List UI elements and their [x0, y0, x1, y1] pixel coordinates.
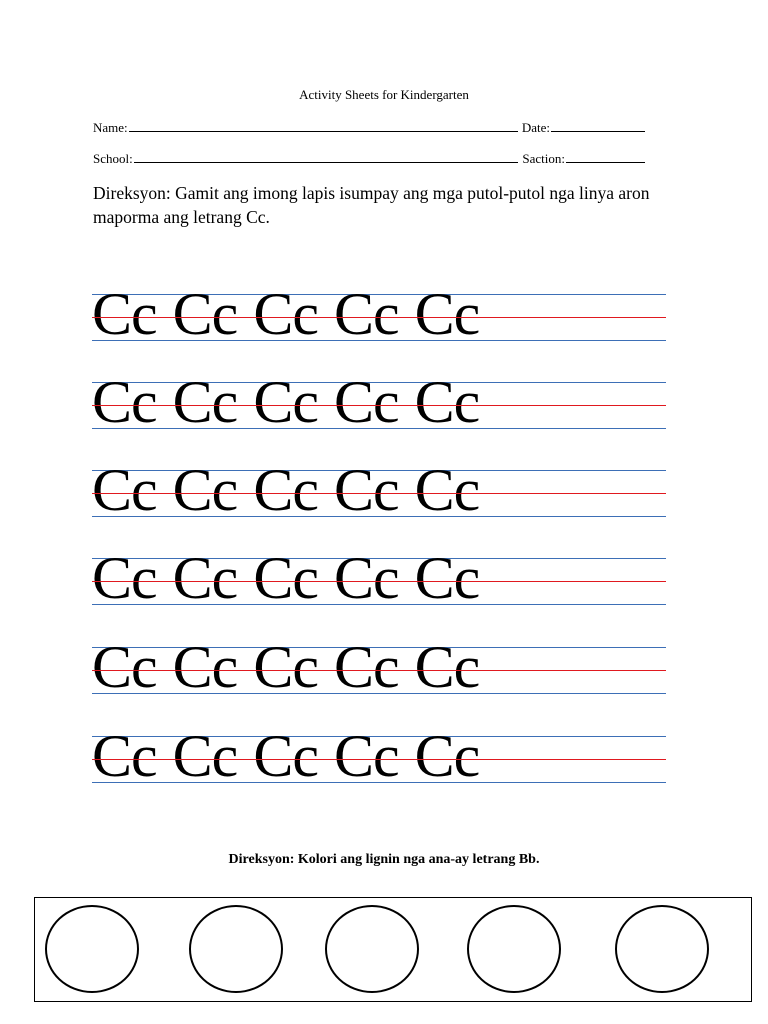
school-field[interactable]	[134, 151, 519, 163]
name-label: Name:	[93, 120, 128, 135]
trace-letter-pair[interactable]: Cc	[333, 457, 399, 523]
letter-group	[92, 634, 495, 700]
school-label: School:	[93, 151, 133, 166]
date-field[interactable]	[551, 120, 645, 132]
date-label: Date:	[521, 120, 550, 135]
coloring-circle[interactable]	[325, 905, 419, 993]
trace-letter-pair[interactable]: Cc	[172, 281, 238, 347]
trace-letter-pair[interactable]: Cc	[172, 369, 238, 435]
practice-row	[92, 369, 666, 435]
trace-letter-pair[interactable]: Cc	[414, 634, 480, 700]
trace-letter-pair[interactable]: Cc	[92, 723, 157, 789]
practice-row	[92, 457, 666, 523]
trace-letter-pair[interactable]: Cc	[253, 723, 318, 789]
school-section-row	[93, 151, 645, 167]
direction-tracing: Direksyon: Gamit ang imong lapis isumpay ang mga putol-putol nga linya aron maporma ang letrang Cc.	[93, 183, 650, 227]
trace-letter-pair[interactable]: Cc	[414, 457, 480, 523]
name-date-row	[93, 120, 645, 136]
trace-letter-pair[interactable]: Cc	[333, 281, 399, 347]
guide-mid-line	[92, 405, 666, 406]
direction-coloring: Direksyon: Kolori ang lignin nga ana-ay letrang Bb.	[228, 852, 540, 867]
trace-letter-pair[interactable]: Cc	[333, 369, 399, 435]
trace-letter-pair[interactable]: Cc	[333, 634, 399, 700]
trace-letter-pair[interactable]: Cc	[172, 723, 238, 789]
trace-letter-pair[interactable]: Cc	[253, 545, 318, 611]
trace-letter-pair[interactable]: Cc	[92, 281, 157, 347]
trace-letter-pair[interactable]: Cc	[253, 634, 318, 700]
guide-mid-line	[92, 317, 666, 318]
section-field[interactable]	[566, 151, 645, 163]
page-title: Activity Sheets for Kindergarten	[299, 87, 469, 102]
guide-mid-line	[92, 581, 666, 582]
trace-letter-pair[interactable]: Cc	[92, 545, 157, 611]
trace-letter-pair[interactable]: Cc	[333, 723, 399, 789]
letter-group	[92, 369, 495, 435]
letter-group	[92, 545, 495, 611]
trace-letter-pair[interactable]: Cc	[414, 369, 480, 435]
letter-group	[92, 281, 495, 347]
practice-row	[92, 281, 666, 347]
letter-group	[92, 457, 495, 523]
trace-letter-pair[interactable]: Cc	[172, 457, 238, 523]
guide-mid-line	[92, 670, 666, 671]
coloring-box	[34, 897, 752, 1002]
coloring-circle[interactable]	[45, 905, 139, 993]
trace-letter-pair[interactable]: Cc	[92, 369, 157, 435]
guide-mid-line	[92, 493, 666, 494]
coloring-circle[interactable]	[467, 905, 561, 993]
trace-letter-pair[interactable]: Cc	[92, 634, 157, 700]
trace-letter-pair[interactable]: Cc	[333, 545, 399, 611]
practice-row	[92, 634, 666, 700]
section-label: Saction:	[522, 151, 565, 166]
trace-letter-pair[interactable]: Cc	[172, 634, 238, 700]
trace-letter-pair[interactable]: Cc	[253, 369, 318, 435]
trace-letter-pair[interactable]: Cc	[414, 723, 480, 789]
trace-letter-pair[interactable]: Cc	[414, 545, 480, 611]
coloring-circle[interactable]	[615, 905, 709, 993]
trace-letter-pair[interactable]: Cc	[172, 545, 238, 611]
guide-mid-line	[92, 759, 666, 760]
practice-row	[92, 723, 666, 789]
trace-letter-pair[interactable]: Cc	[253, 281, 318, 347]
coloring-circle[interactable]	[189, 905, 283, 993]
trace-letter-pair[interactable]: Cc	[92, 457, 157, 523]
practice-row	[92, 545, 666, 611]
letter-group	[92, 723, 495, 789]
name-field[interactable]	[129, 120, 518, 132]
trace-letter-pair[interactable]: Cc	[414, 281, 480, 347]
trace-letter-pair[interactable]: Cc	[253, 457, 318, 523]
